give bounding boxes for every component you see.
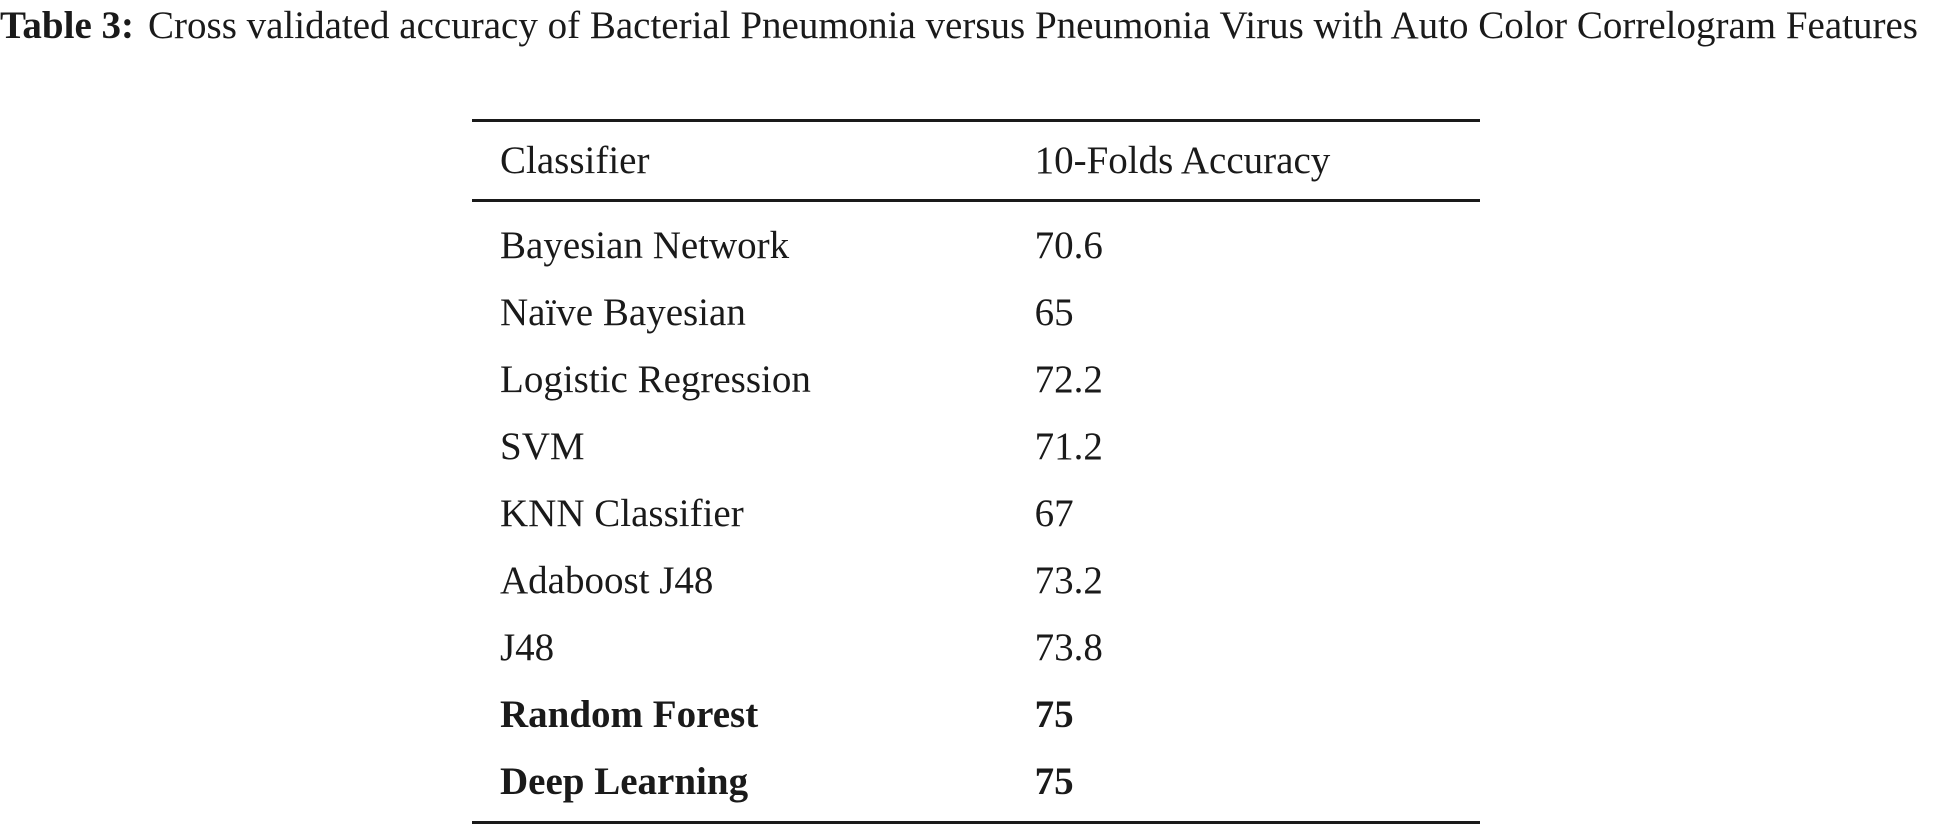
table-row-highlighted xyxy=(472,681,1480,748)
table-body xyxy=(472,201,1480,823)
cell-accuracy: 71.2 xyxy=(1034,425,1103,468)
table-row xyxy=(472,547,1480,614)
table-row xyxy=(472,346,1480,413)
cell-classifier: Naïve Bayesian xyxy=(500,291,746,334)
cell-classifier: Deep Learning xyxy=(500,760,749,803)
table-row xyxy=(472,614,1480,681)
cell-classifier: Bayesian Network xyxy=(500,224,790,267)
cell-accuracy: 73.2 xyxy=(1034,559,1103,602)
table-caption xyxy=(0,0,1951,51)
header-accuracy: 10-Folds Accuracy xyxy=(1034,139,1331,182)
cell-classifier: Adaboost J48 xyxy=(500,559,714,602)
cell-classifier: Random Forest xyxy=(500,693,759,736)
table-caption-text: Cross validated accuracy of Bacterial Pneumonia versus Pneumonia Virus with Auto Color Correlogram Features xyxy=(148,4,1918,47)
results-table xyxy=(472,119,1480,824)
cell-classifier: J48 xyxy=(500,626,555,669)
table-row xyxy=(472,413,1480,480)
table-caption-label: Table 3: xyxy=(0,4,135,47)
results-table-container xyxy=(472,119,1480,819)
table-header xyxy=(472,121,1480,201)
cell-accuracy: 73.8 xyxy=(1034,626,1103,669)
cell-classifier: SVM xyxy=(500,425,585,468)
cell-accuracy: 75 xyxy=(1034,760,1074,803)
cell-accuracy: 65 xyxy=(1034,291,1074,334)
table-row-highlighted xyxy=(472,748,1480,823)
cell-classifier: KNN Classifier xyxy=(500,492,744,535)
table-row xyxy=(472,201,1480,280)
table-header-row xyxy=(472,121,1480,201)
cell-accuracy: 67 xyxy=(1034,492,1074,535)
header-classifier: Classifier xyxy=(500,139,650,182)
cell-accuracy: 70.6 xyxy=(1034,224,1103,267)
cell-accuracy: 75 xyxy=(1034,693,1074,736)
table-row xyxy=(472,279,1480,346)
cell-classifier: Logistic Regression xyxy=(500,358,811,401)
table-row xyxy=(472,480,1480,547)
cell-accuracy: 72.2 xyxy=(1034,358,1103,401)
